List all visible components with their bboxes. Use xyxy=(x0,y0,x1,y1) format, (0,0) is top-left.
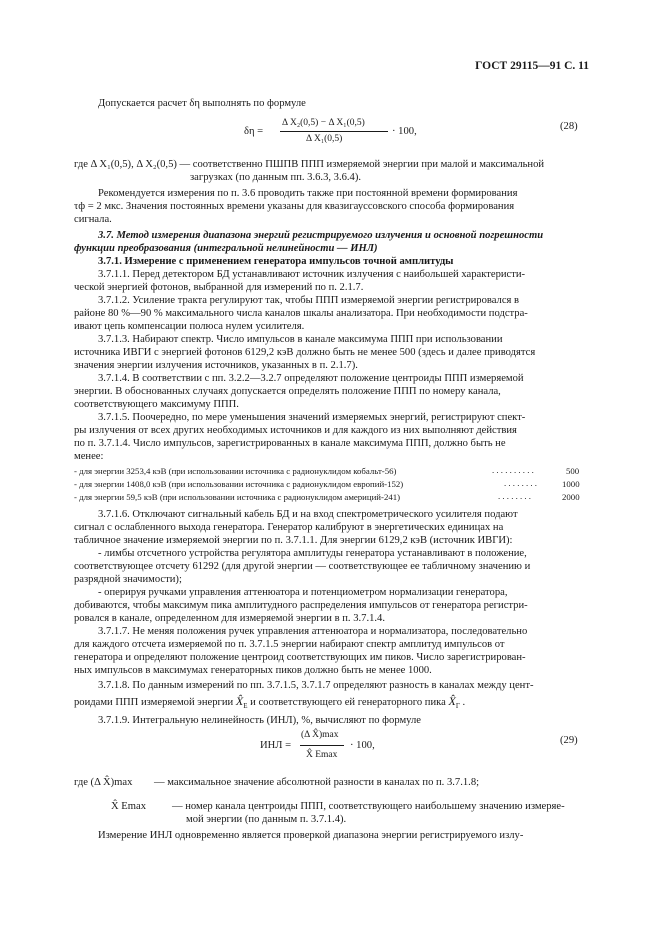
para-3716-1: 3.7.1.6. Отключают сигнальный кабель БД и на вход спектрометрического усилителя подают xyxy=(98,509,518,520)
eq28-denominator: Δ X₁(0,5) xyxy=(306,134,343,144)
list-leader: . . . . . . . . xyxy=(498,491,531,501)
para-3717-1: 3.7.1.7. Не меняя положения ручек управления аттенюатора и нормализатора, последовательно xyxy=(98,626,528,637)
section-3-7-title-2: функции преобразования (интегральной нелинейности — ИНЛ) xyxy=(74,243,378,254)
para-3712-3: ивают цепь компенсации полюса нулем усилителя. xyxy=(74,321,305,332)
para-3712-1: 3.7.1.2. Усиление тракта регулируют так, чтобы ППП измеряемой энергии регистрировался в xyxy=(98,295,520,306)
list-item: - для энергии 1408,0 кэВ (при использовании источника с радионуклидом европий-152) xyxy=(74,479,404,489)
page-header: ГОСТ 29115—91 С. 11 xyxy=(475,60,589,72)
where-line-1: где Δ X₁(0,5), Δ X₂(0,5) — соответственно ПШПВ ППП измеряемой энергии при малой и максимальной xyxy=(74,159,545,170)
final-line: Измерение ИНЛ одновременно является проверкой диапазона энергии регистрируемого излу- xyxy=(98,830,524,841)
list-item-value: 1000 xyxy=(562,479,580,489)
para-3713-3: значения энергии излучения источников, указанных в п. 2.1.7). xyxy=(74,360,358,371)
recommendation-line-3: сигнала. xyxy=(74,214,112,225)
para-3711-1: 3.7.1.1. Перед детектором БД устанавливают источник излучения с наибольшей характеристи- xyxy=(98,269,526,280)
eq28-number: (28) xyxy=(560,121,578,132)
eq29-lhs: ИНЛ = xyxy=(260,740,292,751)
list-leader: . . . . . . . . . . xyxy=(492,465,534,475)
where2-line-3: мой энергии (по данным п. 3.7.1.4). xyxy=(186,814,347,825)
list-item: - для энергии 59,5 кэВ (при использовании источника с радионуклидом америций-241) xyxy=(74,492,401,502)
para-3716-6: разрядной значимости); xyxy=(74,574,182,585)
list-item-value: 2000 xyxy=(562,492,580,502)
section-3-7-1-title: 3.7.1. Измерение с применением генератора импульсов точной амплитуды xyxy=(98,256,454,267)
para-3714-2: энергии. В обоснованных случаях допускается определять положение ППП по номеру канала, xyxy=(74,386,501,397)
section-3-7-title-1: 3.7. Метод измерения диапазона энергий регистрируемого излучения и основной погрешности xyxy=(98,230,544,241)
para-3716-5: соответствующее отсчету 61292 (для другой энергии — соответствующее ее табличному значению и xyxy=(74,561,531,572)
centroid-subscript: E xyxy=(243,702,248,711)
para-3712-2: районе 80 %—90 % максимального числа каналов шкалы анализатора. При необходимости подстра- xyxy=(74,308,528,319)
para-3715-2: ры излучения от всех других необходимых источников и для каждого из них выполняют действия xyxy=(74,425,517,436)
para-3713-1: 3.7.1.3. Набирают спектр. Число импульсов в канале максимума ППП при использовании xyxy=(98,334,503,345)
where-line-2: загрузках (по данным пп. 3.6.3, 3.6.4). xyxy=(190,172,362,183)
eq29-denominator: X̂ Emax xyxy=(306,750,338,760)
eq28-fraction-bar xyxy=(280,131,388,132)
para-3715-4: менее: xyxy=(74,451,104,462)
para-3715-1: 3.7.1.5. Поочередно, по мере уменьшения значений измеряемых энергий, регистрируют спект- xyxy=(98,412,526,423)
para-3717-4: ных импульсов в максимумах генераторных пиков должно быть не менее 1000. xyxy=(74,665,432,676)
para-3718-2 xyxy=(74,695,465,713)
eq28-lhs: δη = xyxy=(244,126,264,137)
where2-lhs-2: X̂ Emax xyxy=(111,801,147,812)
where2-lhs: где (Δ X̂)max xyxy=(74,777,133,788)
para-3713-2: источника ИВГИ с энергией фотонов 6129,2 кэВ должно быть не менее 500 (здесь и далее приводятся xyxy=(74,347,536,358)
formula-intro: Допускается расчет δη выполнять по формуле xyxy=(98,98,306,109)
para-3719: 3.7.1.9. Интегральную нелинейность (ИНЛ), %, вычисляют по формуле xyxy=(98,715,422,726)
eq29-numerator: (Δ X̂)max xyxy=(301,730,339,740)
para-3718-1: 3.7.1.8. По данным измерений по пп. 3.7.1.5, 3.7.1.7 определяют разность в каналах между цент- xyxy=(98,680,534,691)
para-3718-end: . xyxy=(462,697,466,708)
recommendation-line-2: τф = 2 мкс. Значения постоянных времени указаны для квазигауссовского способа формирования xyxy=(74,201,515,212)
eq28-numerator: Δ X₂(0,5) − Δ X₁(0,5) xyxy=(282,118,365,128)
recommendation-line-1: Рекомендуется измерения по п. 3.6 проводить также при постоянной времени формирования xyxy=(98,188,518,199)
generator-peak-symbol: X̂ xyxy=(448,694,456,708)
para-3716-9: ровался в канале, определенном для измеряемой энергии в п. 3.7.1.4. xyxy=(74,613,385,624)
eq28-factor: · 100, xyxy=(392,126,417,137)
where2-line-1: — максимальное значение абсолютной разности в каналах по п. 3.7.1.8; xyxy=(154,777,480,788)
eq29-factor: · 100, xyxy=(350,740,375,751)
list-item: - для энергии 3253,4 кэВ (при использовании источника с радионуклидом кобальт-56) xyxy=(74,466,397,476)
list-item-value: 500 xyxy=(566,466,580,476)
para-3716-4: - лимбы отсчетного устройства регулятора амплитуды генератора устанавливают в положение, xyxy=(98,548,527,559)
para-3717-3: генератора и определяют положение центроид соответствующих им пиков. Число зарегистрирован- xyxy=(74,652,526,663)
eq29-fraction-bar xyxy=(300,745,344,746)
list-leader: . . . . . . . . xyxy=(504,478,537,488)
para-3716-3: табличное значение измеряемой энергии по п. 3.7.1.1. Для энергии 6129,2 кэВ (источник ИВГИ): xyxy=(74,535,513,546)
centroid-symbol: X̂ xyxy=(235,694,244,708)
para-3715-3: по п. 3.7.1.4. Число импульсов, зарегистрированных в канале максимума ППП, должно быть не xyxy=(74,438,506,449)
eq29-number: (29) xyxy=(560,735,578,746)
para-3711-2: ческой энергией фотонов, выбранной для измерений по п. 2.1.7. xyxy=(74,282,364,293)
para-3714-1: 3.7.1.4. В соответствии с пп. 3.2.2—3.2.7 определяют положение центроиды ППП измеряемой xyxy=(98,373,524,384)
where2-line-2: — номер канала центроиды ППП, соответствующего наибольшему значению измеряе- xyxy=(172,801,565,812)
para-3716-2: сигнал с ослабленного выхода генератора. Генератор калибруют в энергетических единицах на xyxy=(74,522,504,533)
para-3718-text-b: и соответствующего ей генераторного пика xyxy=(250,697,446,708)
generator-peak-subscript: Г xyxy=(455,702,460,711)
para-3716-8: добиваются, чтобы максимум пика амплитудного распределения импульсов от генератора регистри- xyxy=(74,600,528,611)
para-3718-text-a: роидами ППП измеряемой энергии xyxy=(74,697,234,708)
para-3716-7: - оперируя ручками управления аттенюатора и потенциометром нормализации генератора, xyxy=(98,587,508,598)
para-3717-2: для каждого отсчета измеряемой по п. 3.7.1.5 энергии набирают спектр амплитуд импульсов от xyxy=(74,639,505,650)
para-3714-3: соответствующего максимуму ППП. xyxy=(74,399,239,410)
